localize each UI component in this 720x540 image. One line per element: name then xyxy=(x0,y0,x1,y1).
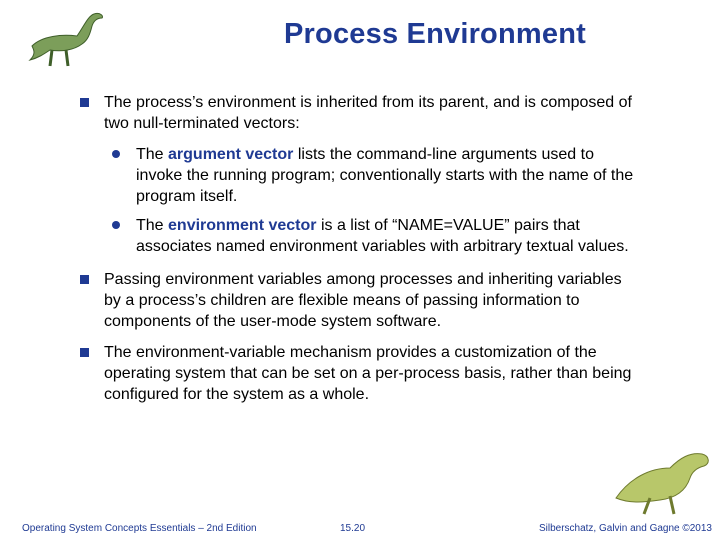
term-environment-vector: environment vector xyxy=(168,217,317,234)
subbullet-text-post: is a list of “NAME=VALUE” pairs that associates named environment variables with arbitrary textual values. xyxy=(136,217,629,255)
slide-content xyxy=(80,92,640,415)
slide-title: Process Environment xyxy=(284,18,586,50)
dinosaur-logo-icon xyxy=(22,6,112,68)
subbullet-text-pre: The xyxy=(136,146,169,163)
bullet-2 xyxy=(80,269,640,332)
round-bullet-icon xyxy=(112,221,120,229)
bullet-3 xyxy=(80,342,640,405)
bullet-text: The process’s environment is inherited from its parent, and is composed of two null-terminated vectors: xyxy=(104,94,632,132)
bullet-1 xyxy=(80,92,640,134)
term-argument-vector: argument vector xyxy=(168,146,294,163)
subbullet-text-pre: The xyxy=(136,217,169,234)
footer-authors: Silberschatz, Galvin and Gagne ©2013 xyxy=(538,523,712,534)
subbullet-text-post: lists the command-line arguments used to invoke the running program; conventionally starts with the name of the program itself. xyxy=(136,146,634,205)
footer-page-number: 15.20 xyxy=(340,523,366,534)
subbullet-environment-vector xyxy=(80,215,640,257)
subbullet-argument-vector xyxy=(80,144,640,207)
square-bullet-icon xyxy=(80,348,89,357)
footer-book-title: Operating System Concepts Essentials – 2nd Edition xyxy=(22,523,257,534)
bullet-text: The environment-variable mechanism provides a customization of the operating system that can be set on a per-process basis, rather than being configured for the system as a whole. xyxy=(104,344,632,403)
bullet-text: Passing environment variables among processes and inheriting variables by a process’s children are flexible means of passing information to components of the user-mode system software. xyxy=(104,271,622,330)
square-bullet-icon xyxy=(80,275,89,284)
square-bullet-icon xyxy=(80,98,89,107)
round-bullet-icon xyxy=(112,150,120,158)
dinosaur-illustration-icon xyxy=(610,438,714,516)
